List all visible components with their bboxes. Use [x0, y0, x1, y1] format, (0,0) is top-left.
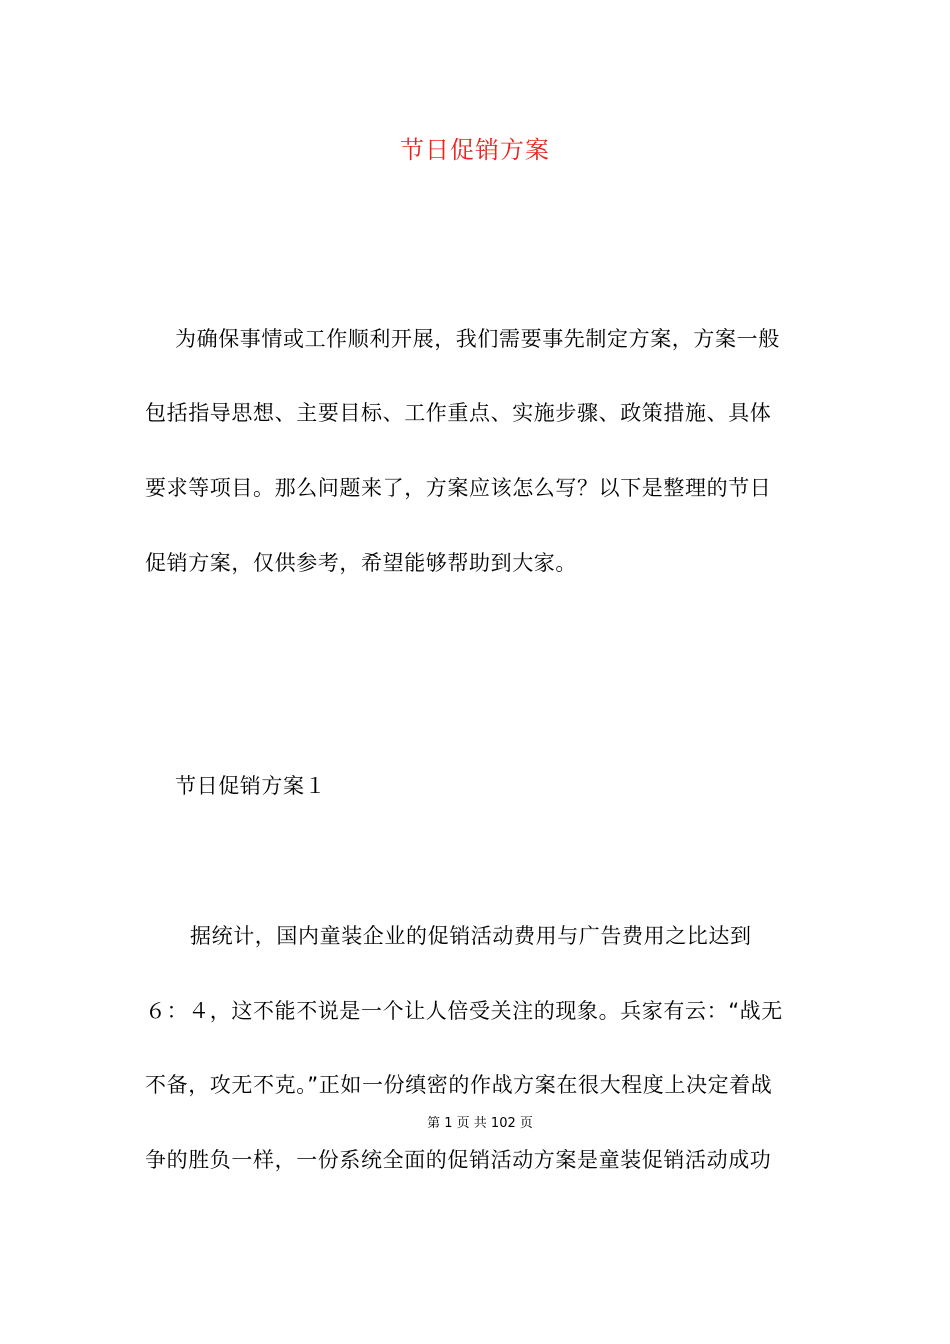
intro-line: 为确保事情或工作顺利开展，我们需要事先制定方案，方案一般 [175, 327, 780, 351]
body-line: 争的胜负一样，一份系统全面的促销活动方案是童装促销活动成功 [145, 1148, 772, 1172]
body-line: ６：４，这不能不说是一个让人倍受关注的现象。兵家有云：“战无 [145, 999, 783, 1023]
intro-line: 促销方案，仅供参考，希望能够帮助到大家。 [145, 551, 577, 575]
section-heading: 节日促销方案１ [175, 774, 327, 798]
body-line: 不备，攻无不克。”正如一份缜密的作战方案在很大程度上决定着战 [145, 1073, 773, 1097]
page-footer: 第 1 页 共 102 页 [427, 1116, 533, 1131]
intro-line: 包括指导思想、主要目标、工作重点、实施步骤、政策措施、具体 [145, 401, 772, 425]
intro-line: 要求等项目。那么问题来了，方案应该怎么写？以下是整理的节日 [145, 476, 772, 500]
document-title: 节日促销方案 [400, 136, 550, 164]
body-line: 据统计，国内童装企业的促销活动费用与广告费用之比达到 [190, 924, 752, 948]
